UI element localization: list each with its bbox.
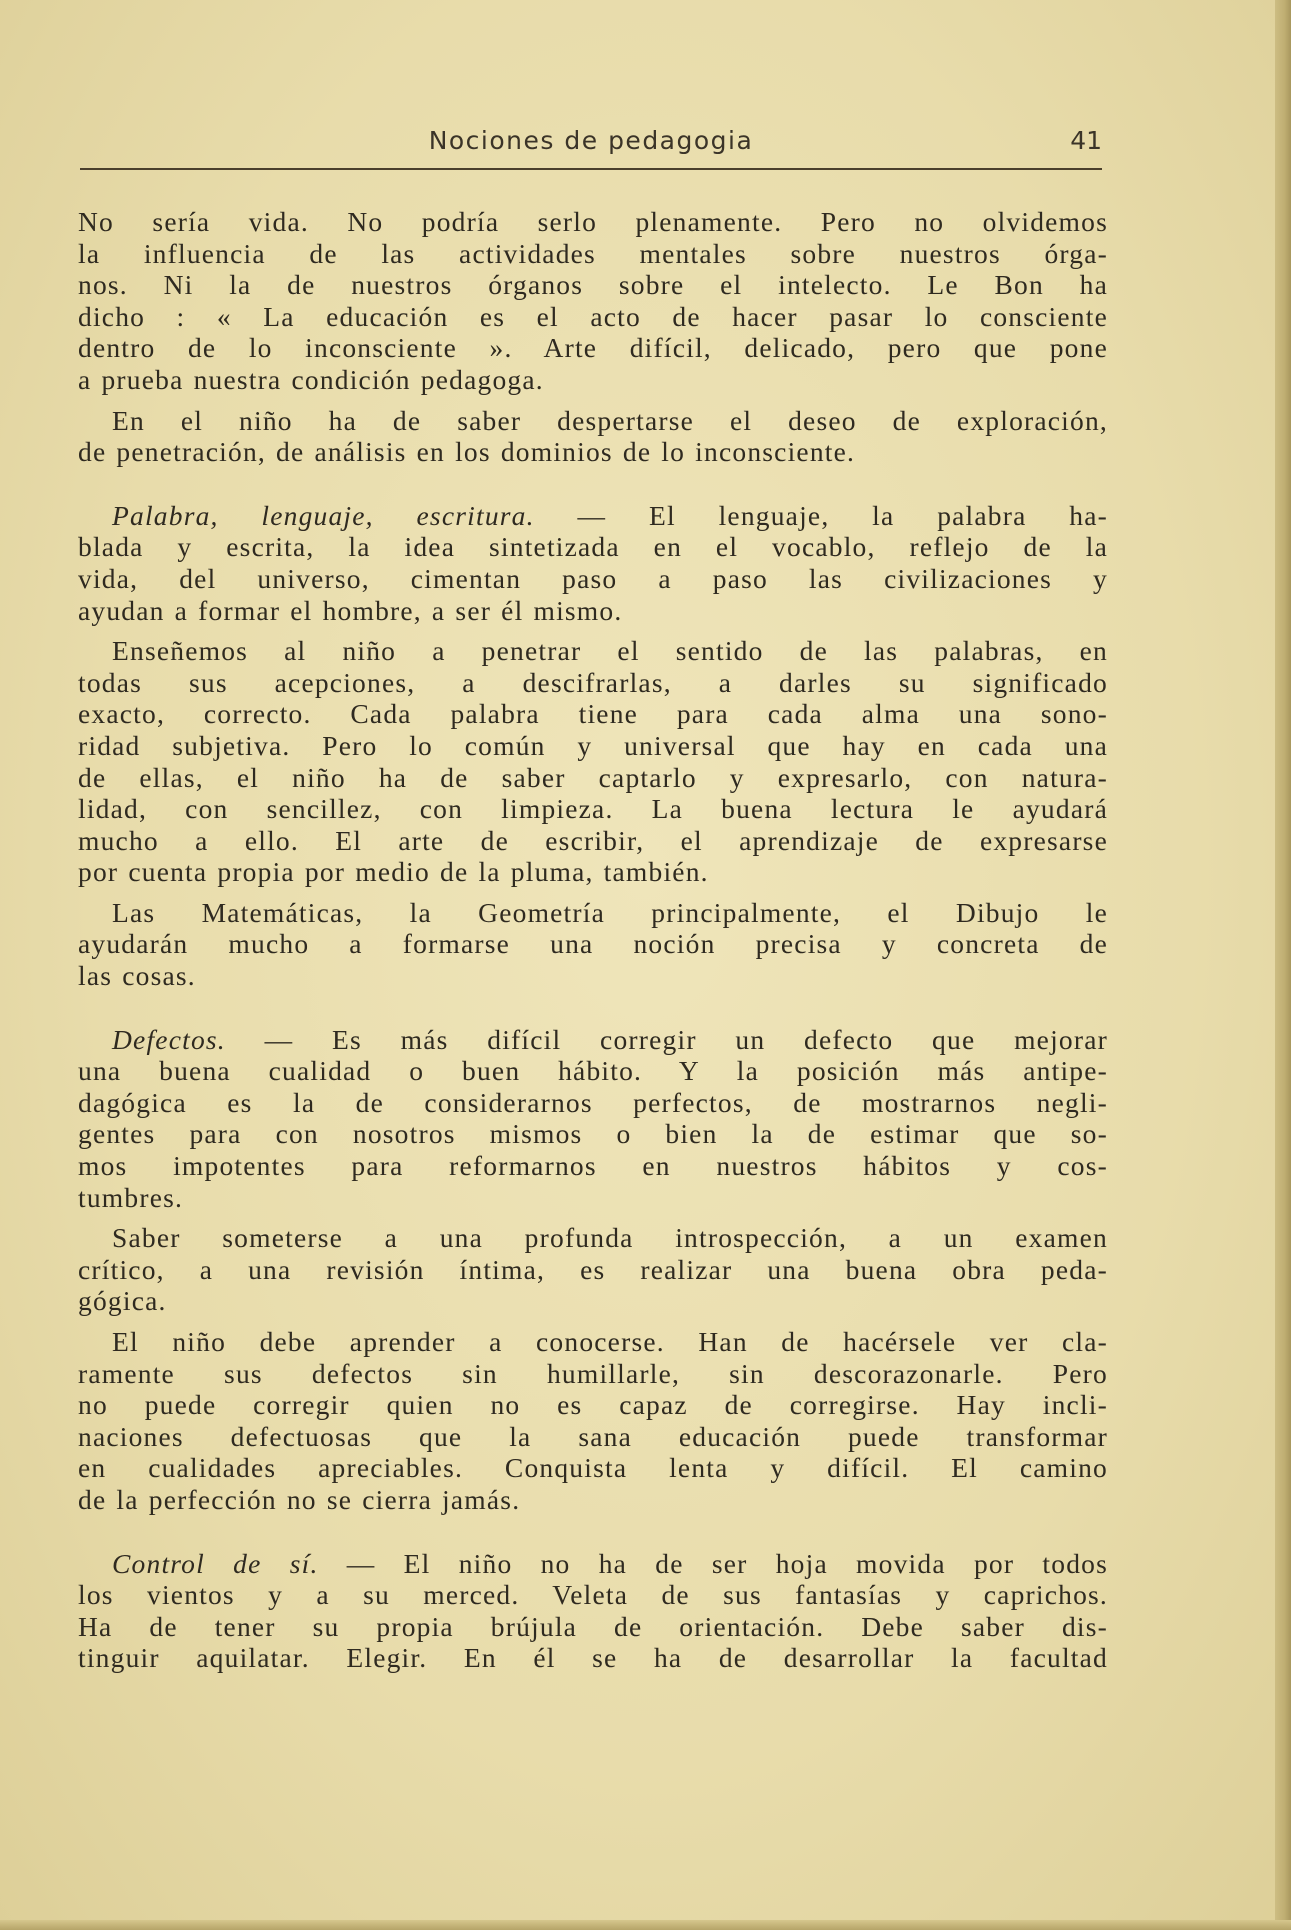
- text-line: gentes para con nosotros mismos o bien la de estimar que so-: [78, 1118, 1108, 1150]
- paragraph-2: [78, 405, 1108, 468]
- text-line: blada y escrita, la idea sintetizada en el vocablo, reflejo de la: [78, 531, 1108, 563]
- text-line: dentro de lo inconsciente ». Arte difícil, delicado, pero que pone: [78, 332, 1108, 364]
- page-header: [80, 122, 1102, 170]
- text-line: a prueba nuestra condición pedagoga.: [78, 363, 544, 395]
- text-line: los vientos y a su merced. Veleta de sus fantasías y caprichos.: [78, 1579, 1108, 1611]
- running-title: Nociones de pedagogia: [428, 126, 754, 155]
- text-line: dagógica es la de considerarnos perfectos, de mostrarnos negli-: [78, 1086, 1108, 1118]
- text-line: [78, 1024, 1108, 1056]
- paragraph-4: [78, 635, 1108, 888]
- text-line: mucho a ello. El arte de escribir, el aprendizaje de expresarse: [78, 824, 1108, 856]
- body-text: [78, 206, 1108, 1674]
- paragraph-5: [78, 897, 1108, 992]
- text-line: en cualidades apreciables. Conquista lenta y difícil. El camino: [78, 1452, 1108, 1484]
- text-line: vida, del universo, cimentan paso a paso las civilizaciones y: [78, 562, 1108, 594]
- paragraph-3: [78, 500, 1108, 626]
- text-line: ramente sus defectos sin humillarle, sin descorazonarle. Pero: [78, 1357, 1108, 1389]
- paragraph-1: [78, 206, 1108, 396]
- page-edge-right: [1275, 0, 1291, 1930]
- text-line: gógica.: [78, 1285, 167, 1317]
- text-line: la influencia de las actividades mentales sobre nuestros órga-: [78, 237, 1108, 269]
- text-line: dicho : « La educación es el acto de hacer pasar lo consciente: [78, 300, 1108, 332]
- text-line: ayudan a formar el hombre, a ser él mismo.: [78, 594, 623, 626]
- text-line: todas sus acepciones, a descifrarlas, a darles su significado: [78, 666, 1108, 698]
- paragraph-8: [78, 1326, 1108, 1516]
- paragraph-6: [78, 1024, 1108, 1214]
- text-line: exacto, correcto. Cada palabra tiene para cada alma una sono-: [78, 698, 1108, 730]
- section-heading-control: Control de sí.: [112, 1547, 319, 1579]
- text-line: crítico, a una revisión íntima, es realizar una buena obra peda-: [78, 1253, 1108, 1285]
- text-line: de la perfección no se cierra jamás.: [78, 1483, 521, 1515]
- text-line: [78, 500, 1108, 532]
- paragraph-9: [78, 1548, 1108, 1674]
- text-line: nos. Ni la de nuestros órganos sobre el intelecto. Le Bon ha: [78, 269, 1108, 301]
- text-line: Saber someterse a una profunda introspección, a un examen: [112, 1222, 1108, 1254]
- heading-continuation: — El niño no ha de ser hoja movida por todos: [318, 1547, 1109, 1579]
- text-line: tumbres.: [78, 1181, 184, 1213]
- text-line: una buena cualidad o buen hábito. Y la posición más antipe-: [78, 1055, 1108, 1087]
- text-line: tinguir aquilatar. Elegir. En él se ha de desarrollar la facultad: [78, 1642, 1108, 1674]
- text-line: El niño debe aprender a conocerse. Han de hacérsele ver cla-: [112, 1326, 1108, 1357]
- text-line: de penetración, de análisis en los dominios de lo inconsciente.: [78, 436, 856, 468]
- section-heading-palabra: Palabra, lenguaje, escritura.: [112, 499, 535, 531]
- text-line: En el niño ha de saber despertarse el deseo de exploración,: [112, 404, 1108, 436]
- heading-continuation: — El lenguaje, la palabra ha-: [534, 499, 1109, 531]
- text-line: Enseñemos al niño a penetrar el sentido de las palabras, en: [112, 635, 1108, 667]
- page-number: 41: [1070, 126, 1102, 155]
- text-line: No sería vida. No podría serlo plenamente. Pero no olvidemos: [78, 206, 1108, 237]
- section-heading-defectos: Defectos.: [112, 1023, 226, 1055]
- text-line: las cosas.: [78, 960, 196, 992]
- text-line: mos impotentes para reformarnos en nuestros hábitos y cos-: [78, 1150, 1108, 1182]
- text-line: ridad subjetiva. Pero lo común y universal que hay en cada una: [78, 729, 1108, 761]
- text-line: no puede corregir quien no es capaz de corregirse. Hay incli-: [78, 1389, 1108, 1421]
- heading-continuation: — Es más difícil corregir un defecto que mejorar: [225, 1023, 1108, 1055]
- text-line: de ellas, el niño ha de saber captarlo y expresarlo, con natura-: [78, 761, 1108, 793]
- page-edge-bottom: [0, 1920, 1291, 1930]
- text-line: [78, 1548, 1108, 1580]
- text-line: Ha de tener su propia brújula de orientación. Debe saber dis-: [78, 1610, 1108, 1642]
- text-line: naciones defectuosas que la sana educación puede transformar: [78, 1420, 1108, 1452]
- text-line: Las Matemáticas, la Geometría principalmente, el Dibujo le: [112, 896, 1108, 928]
- text-line: ayudarán mucho a formarse una noción precisa y concreta de: [78, 928, 1108, 960]
- text-line: por cuenta propia por medio de la pluma, también.: [78, 856, 709, 888]
- text-line: lidad, con sencillez, con limpieza. La buena lectura le ayudará: [78, 793, 1108, 825]
- paragraph-7: [78, 1222, 1108, 1317]
